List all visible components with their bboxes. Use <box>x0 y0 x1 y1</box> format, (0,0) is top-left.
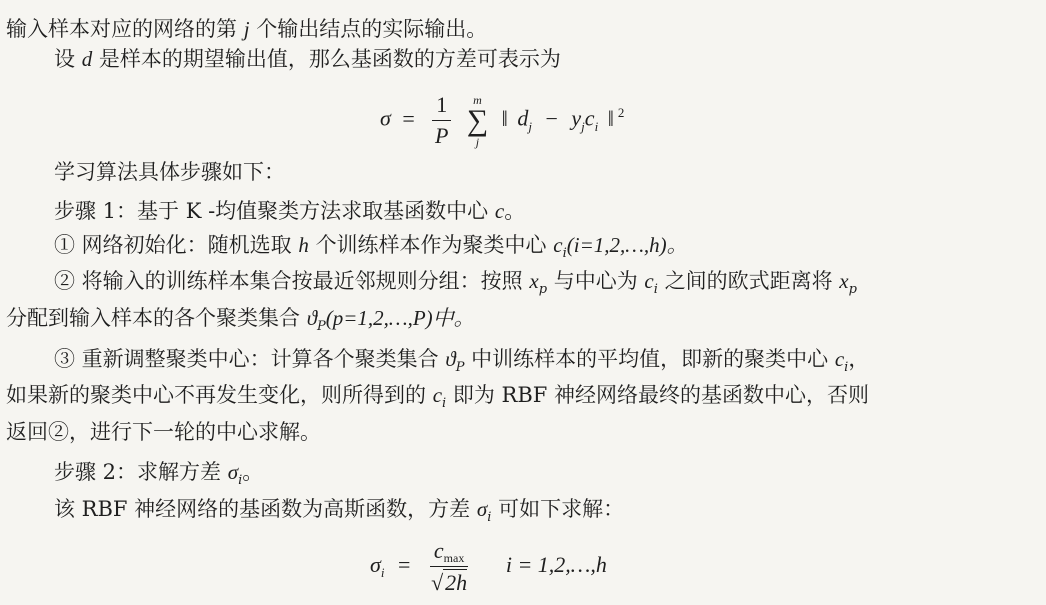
text-line-10 <box>6 417 321 447</box>
subscript: i <box>442 396 447 411</box>
subscript: P <box>317 319 326 334</box>
variable-c: c <box>834 347 845 371</box>
text-segment: 个训练样本作为聚类中心 <box>315 233 547 257</box>
equals-sign: = <box>402 105 415 131</box>
text-segment: 返回②，进行下一轮的中心求解。 <box>6 420 321 444</box>
text-segment: 分配到输入样本的各个聚类集合 <box>6 306 300 330</box>
text-segment: ① 网络初始化：随机选取 <box>54 233 292 257</box>
text-segment: 设 <box>54 47 75 71</box>
variable-d: d <box>517 105 529 131</box>
text-line-8 <box>54 344 869 378</box>
minus-sign: − <box>545 105 558 131</box>
text-line-6 <box>54 266 857 300</box>
text-segment: 步骤 2：求解方差 <box>54 460 222 484</box>
fraction-numerator: 1 <box>432 92 451 121</box>
subscript: i <box>594 118 599 134</box>
index-range: (p=1,2,…,P)中。 <box>325 306 475 330</box>
subscript: i <box>380 565 385 581</box>
index-condition: i = 1,2,…,h <box>505 552 607 578</box>
variable-c: c <box>432 383 443 407</box>
text-line-4 <box>54 196 525 226</box>
subscript: i <box>844 360 849 375</box>
sigma-symbol: σ <box>380 105 391 131</box>
variable-h: h <box>298 233 309 257</box>
sum-upper-limit: m <box>473 92 482 107</box>
variable-sigma: σ <box>476 497 488 521</box>
sigma-formula <box>370 538 607 596</box>
text-segment: 可如下求解： <box>498 497 625 521</box>
text-segment: ② 将输入的训练样本集合按最近邻规则分组：按照 <box>54 269 523 293</box>
equals-sign: = <box>397 552 411 578</box>
radicand: 2h <box>445 570 468 595</box>
text-segment: 输入样本对应的网络的第 <box>6 17 237 41</box>
text-line-11 <box>54 457 263 491</box>
text-segment: ， <box>848 347 870 371</box>
variable-y: y <box>571 105 582 131</box>
text-segment: 步骤 1：基于 K -均值聚类方法求取基函数中心 <box>54 199 489 223</box>
variable-c: c <box>433 538 444 563</box>
norm-open: ‖ <box>501 105 508 131</box>
sum-lower-limit: j <box>475 134 480 149</box>
sum-symbol: ∑ <box>466 103 489 137</box>
exponent: 2 <box>617 104 625 120</box>
variable-x: x <box>839 269 849 293</box>
text-segment: 是样本的期望输出值，那么基函数的方差可表示为 <box>98 47 561 71</box>
variable-c: c <box>553 233 563 257</box>
variable-c: c <box>584 105 595 131</box>
text-line-1 <box>6 14 487 44</box>
variable-j: j <box>243 17 250 41</box>
text-line-3 <box>54 157 285 187</box>
fraction <box>432 92 451 149</box>
variable-theta: ϑ <box>445 347 456 371</box>
summation <box>467 94 488 148</box>
subscript: max <box>443 551 465 565</box>
fraction-denominator <box>430 567 468 596</box>
text-segment: 。 <box>504 199 526 223</box>
subscript: i <box>653 282 658 297</box>
fraction <box>430 538 468 596</box>
subscript: j <box>581 118 585 134</box>
text-segment: 如果新的聚类中心不再发生变化，则所得到的 <box>6 383 426 407</box>
subscript: p <box>848 282 857 297</box>
subscript: p <box>538 282 548 297</box>
variance-formula <box>380 92 624 149</box>
variable-c: c <box>644 269 654 293</box>
text-line-7 <box>6 303 475 337</box>
sigma-symbol: σ <box>370 552 381 578</box>
variable-sigma: σ <box>227 460 239 484</box>
variable-c: c <box>494 199 505 223</box>
subscript: j <box>528 118 532 134</box>
text-segment: 即为 RBF 神经网络最终的基函数中心，否则 <box>452 383 870 407</box>
text-line-12 <box>54 494 624 528</box>
fraction-denominator: P <box>435 123 449 148</box>
text-segment: 个输出结点的实际输出。 <box>256 17 488 41</box>
sqrt-symbol: √ <box>431 570 444 595</box>
text-segment: 与中心为 <box>553 269 638 293</box>
subscript: i <box>562 246 567 261</box>
text-line-2 <box>54 44 561 74</box>
text-segment: 之间的欧式距离将 <box>664 269 833 293</box>
variable-theta: ϑ <box>306 306 317 330</box>
text-segment: 。 <box>242 460 264 484</box>
text-line-5 <box>54 230 688 264</box>
text-segment: 中训练样本的平均值，即新的聚类中心 <box>471 347 829 371</box>
subscript: i <box>238 473 243 488</box>
text-line-9 <box>6 380 869 414</box>
text-segment: 该 RBF 神经网络的基函数为高斯函数，方差 <box>54 497 471 521</box>
variable-d: d <box>81 47 93 71</box>
text-segment: ③ 重新调整聚类中心：计算各个聚类集合 <box>54 347 439 371</box>
text-segment: 学习算法具体步骤如下： <box>54 160 285 184</box>
subscript: i <box>487 510 492 525</box>
variable-x: x <box>529 269 539 293</box>
norm-close: ‖ <box>607 105 614 131</box>
fraction-numerator <box>430 538 468 567</box>
subscript: P <box>455 360 465 375</box>
index-range: (i=1,2,…,h)。 <box>566 233 688 257</box>
